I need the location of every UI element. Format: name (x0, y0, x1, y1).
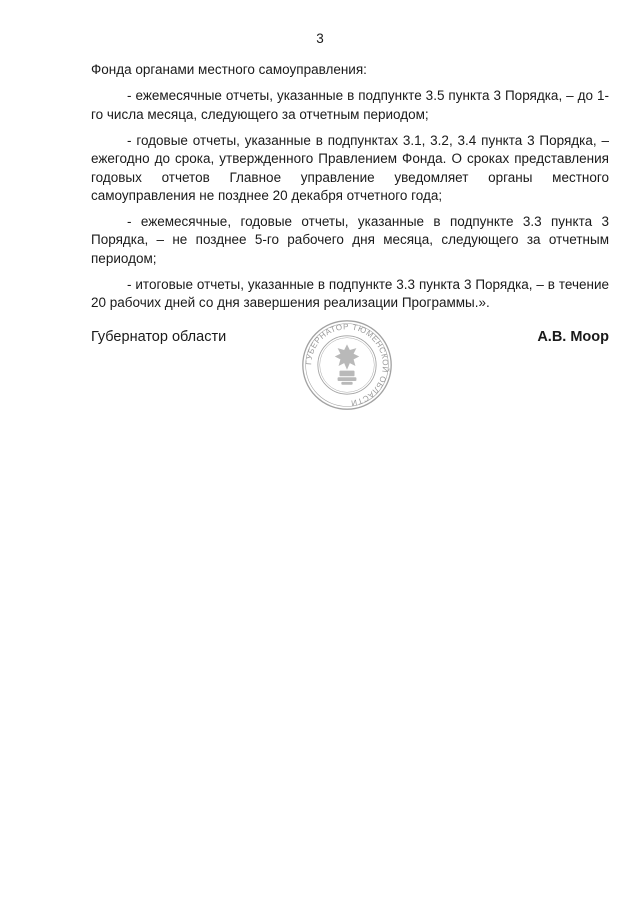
list-item-annual-reports: - годовые отчеты, указанные в подпунктах 3.1, 3.2, 3.4 пункта 3 Порядка, – ежегодно до срока, утвержденного Правлением Фонда. О сроках представления годовых отчетов Главное управление уведомляет органы местного самоуправления не позднее 20 декабря отчетного года; (91, 132, 609, 203)
intro-paragraph: Фонда органами местного самоуправления: (91, 62, 367, 77)
document-body (91, 61, 609, 320)
official-seal-stamp (300, 318, 394, 412)
list-item-monthly-reports: - ежемесячные отчеты, указанные в подпункте 3.5 пункта 3 Порядка, – до 1-го числа месяца, следующего за отчетным периодом; (91, 88, 609, 122)
seal-ring-text: ГУБЕРНАТОР ТЮМЕНСКОЙ ОБЛАСТИ (304, 322, 390, 408)
signatory-name: А.В. Моор (537, 329, 609, 345)
page-number: 3 (316, 31, 324, 46)
signatory-position: Губернатор области (91, 329, 227, 345)
list-item-monthly-annual-reports: - ежемесячные, годовые отчеты, указанные в подпункте 3.3 пункта 3 Порядка, – не позднее 5-го рабочего дня месяца, следующего за отчетным периодом; (91, 213, 609, 266)
list-item-final-reports: - итоговые отчеты, указанные в подпункте 3.3 пункта 3 Порядка, – в течение 20 рабочих дней со дня завершения реализации Программы.». (91, 276, 609, 310)
